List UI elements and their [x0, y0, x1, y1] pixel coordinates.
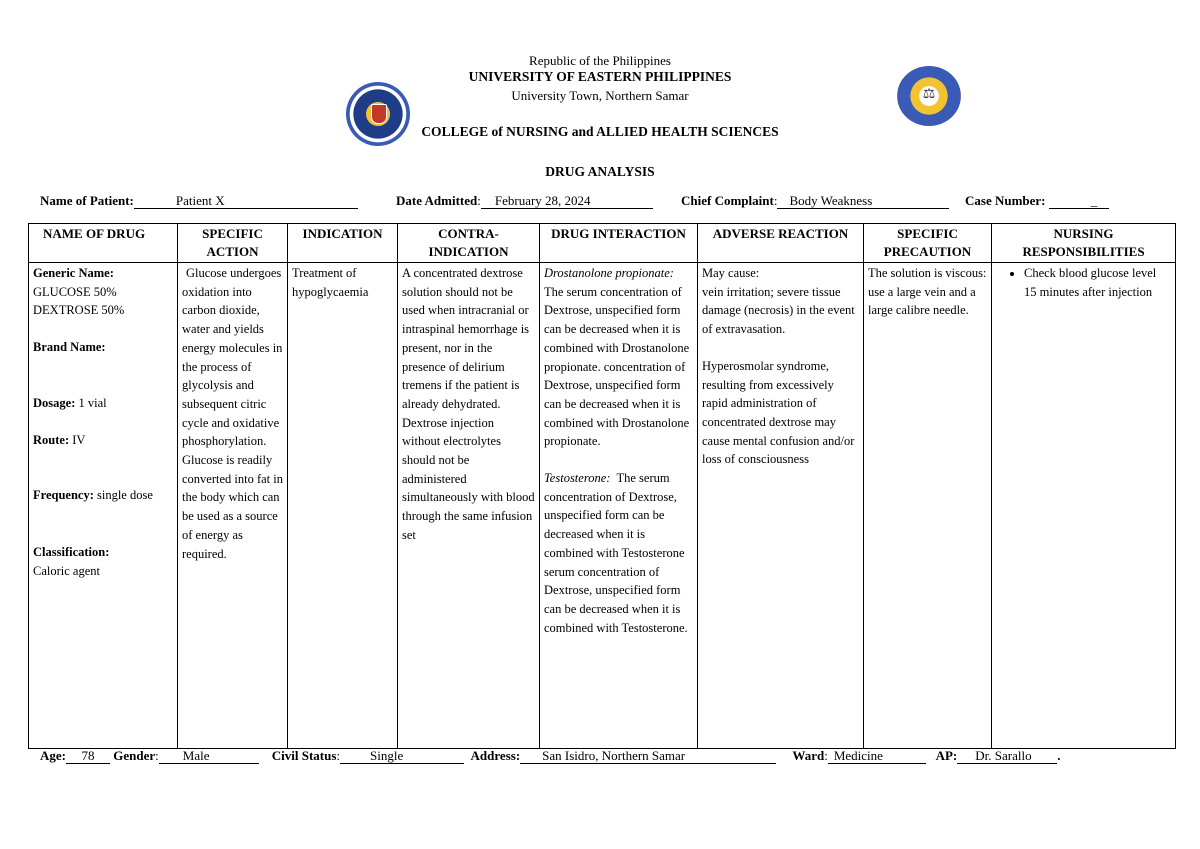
- route-value: IV: [72, 432, 86, 447]
- brand-name-label: Brand Name:: [33, 340, 106, 355]
- specific-precaution-cell: The solution is viscous: use a large vein and a large calibre needle.: [864, 263, 992, 749]
- interaction-drug-2-name: Testosterone:: [544, 471, 611, 486]
- adverse-paragraph-2: Hyperosmolar syndrome, resulting from excessively rapid administration of concentrated dextrose may cause mental confusion and/or loss of consciousness: [702, 358, 855, 467]
- col-header-drug-interaction: DRUG INTERACTION: [540, 224, 698, 263]
- civil-status-value: Single: [370, 748, 404, 763]
- date-admitted-field: Date Admitted: February 28, 2024: [396, 193, 653, 209]
- contraindication-cell: A concentrated dextrose solution should not be used when intracranial or intraspinal hemorrhage is present, nor in the presence of delirium tremens if the patient is already dehydrated. Dextrose injection without electrolytes should not be administered simultaneously with blood through the same infusion set: [398, 263, 540, 749]
- table-row: [29, 263, 1176, 749]
- chief-complaint-value: Body Weakness: [789, 193, 873, 208]
- col-header-specific-action: SPECIFIC ACTION: [178, 224, 288, 263]
- ap-value: Dr. Sarallo: [975, 748, 1032, 763]
- col-header-name-of-drug: NAME OF DRUG: [29, 224, 178, 263]
- university-town: University Town, Northern Samar: [511, 88, 689, 103]
- list-item: • Check blood glucose level 15 minutes after injection: [1024, 264, 1171, 301]
- chief-complaint-field: Chief Complaint: Body Weakness: [681, 193, 949, 209]
- dosage-value: 1 vial: [78, 395, 107, 410]
- col-header-adverse-reaction: ADVERSE REACTION: [698, 224, 864, 263]
- age-value: 78: [66, 749, 110, 764]
- case-number-field: Case Number: _: [965, 193, 1109, 209]
- col-header-indication: INDICATION: [288, 224, 398, 263]
- patient-name-field: Name of Patient: Patient X: [40, 193, 358, 209]
- frequency-value: single dose: [97, 488, 153, 503]
- patient-name-value: Patient X: [175, 193, 225, 208]
- adverse-intro: May cause:: [702, 266, 760, 280]
- gender-value: Male: [182, 748, 210, 763]
- date-admitted-value: February 28, 2024: [494, 193, 591, 208]
- col-header-specific-precaution: SPECIFIC PRECAUTION: [864, 224, 992, 263]
- drug-analysis-table: [28, 223, 1176, 749]
- drug-interaction-cell: [540, 263, 698, 749]
- nursing-college-seal-logo: ⚖: [897, 66, 961, 126]
- adverse-reaction-cell: [698, 263, 864, 749]
- generic-name-label: Generic Name:: [33, 266, 114, 280]
- republic-line: Republic of the Philippines: [529, 53, 671, 68]
- university-seal-logo: [346, 82, 410, 146]
- university-name: UNIVERSITY OF EASTERN PHILIPPINES: [468, 69, 732, 84]
- college-name: COLLEGE of NURSING and ALLIED HEALTH SCIENCES: [421, 124, 779, 139]
- drug-name-cell: [29, 263, 178, 749]
- footer-patient-details: Age: 78 Gender: Male Civil Status: Single Address: San Isidro, Northern Samar Ward: Medicine AP: Dr. Sarallo .: [40, 748, 1061, 763]
- dosage-label: Dosage:: [33, 395, 76, 410]
- col-header-contraindication: CONTRA-INDICATION: [398, 224, 540, 263]
- interaction-drug-1-text: The serum concentration of Dextrose, unspecified form can be decreased when it is combined with Drostanolone propionate. concentration of Dextrose, unspecified form can be decreased when it is combined with Drostanolone propionate.: [544, 284, 690, 449]
- indication-cell: Treatment of hypoglycaemia: [288, 263, 398, 749]
- generic-name-2: DEXTROSE 50%: [33, 303, 125, 318]
- generic-name-1: GLUCOSE 50%: [33, 284, 117, 299]
- adverse-paragraph-1: vein irritation; severe tissue damage (necrosis) in the event of extravasation.: [702, 284, 855, 337]
- frequency-label: Frequency:: [33, 488, 94, 503]
- document-title: DRUG ANALYSIS: [545, 164, 655, 179]
- ward-value: Medicine: [833, 748, 883, 763]
- classification-label: Classification:: [33, 544, 110, 559]
- case-number-value: _: [1090, 193, 1098, 208]
- table-header-row: [29, 224, 1176, 263]
- interaction-drug-1-name: Drostanolone propionate:: [544, 266, 674, 280]
- nursing-responsibilities-cell: [992, 263, 1176, 749]
- classification-value: Caloric agent: [33, 563, 100, 578]
- specific-action-cell: Glucose undergoes oxidation into carbon dioxide, water and yields energy molecules in the process of glycolysis and subsequent citric cycle and oxidative phosphorylation. Glucose is readily converted into fat in the body which can be used as a source of energy as required.: [178, 263, 288, 749]
- interaction-drug-2-text: The serum concentration of Dextrose, unspecified form can be decreased when it is combined with Testosterone serum concentration of Dextrose, unspecified form can be decreased when it is combined with Testosterone.: [544, 471, 688, 635]
- route-label: Route:: [33, 432, 70, 447]
- address-value: San Isidro, Northern Samar: [542, 748, 686, 763]
- col-header-nursing-responsibilities: NURSING RESPONSIBILITIES: [992, 224, 1176, 263]
